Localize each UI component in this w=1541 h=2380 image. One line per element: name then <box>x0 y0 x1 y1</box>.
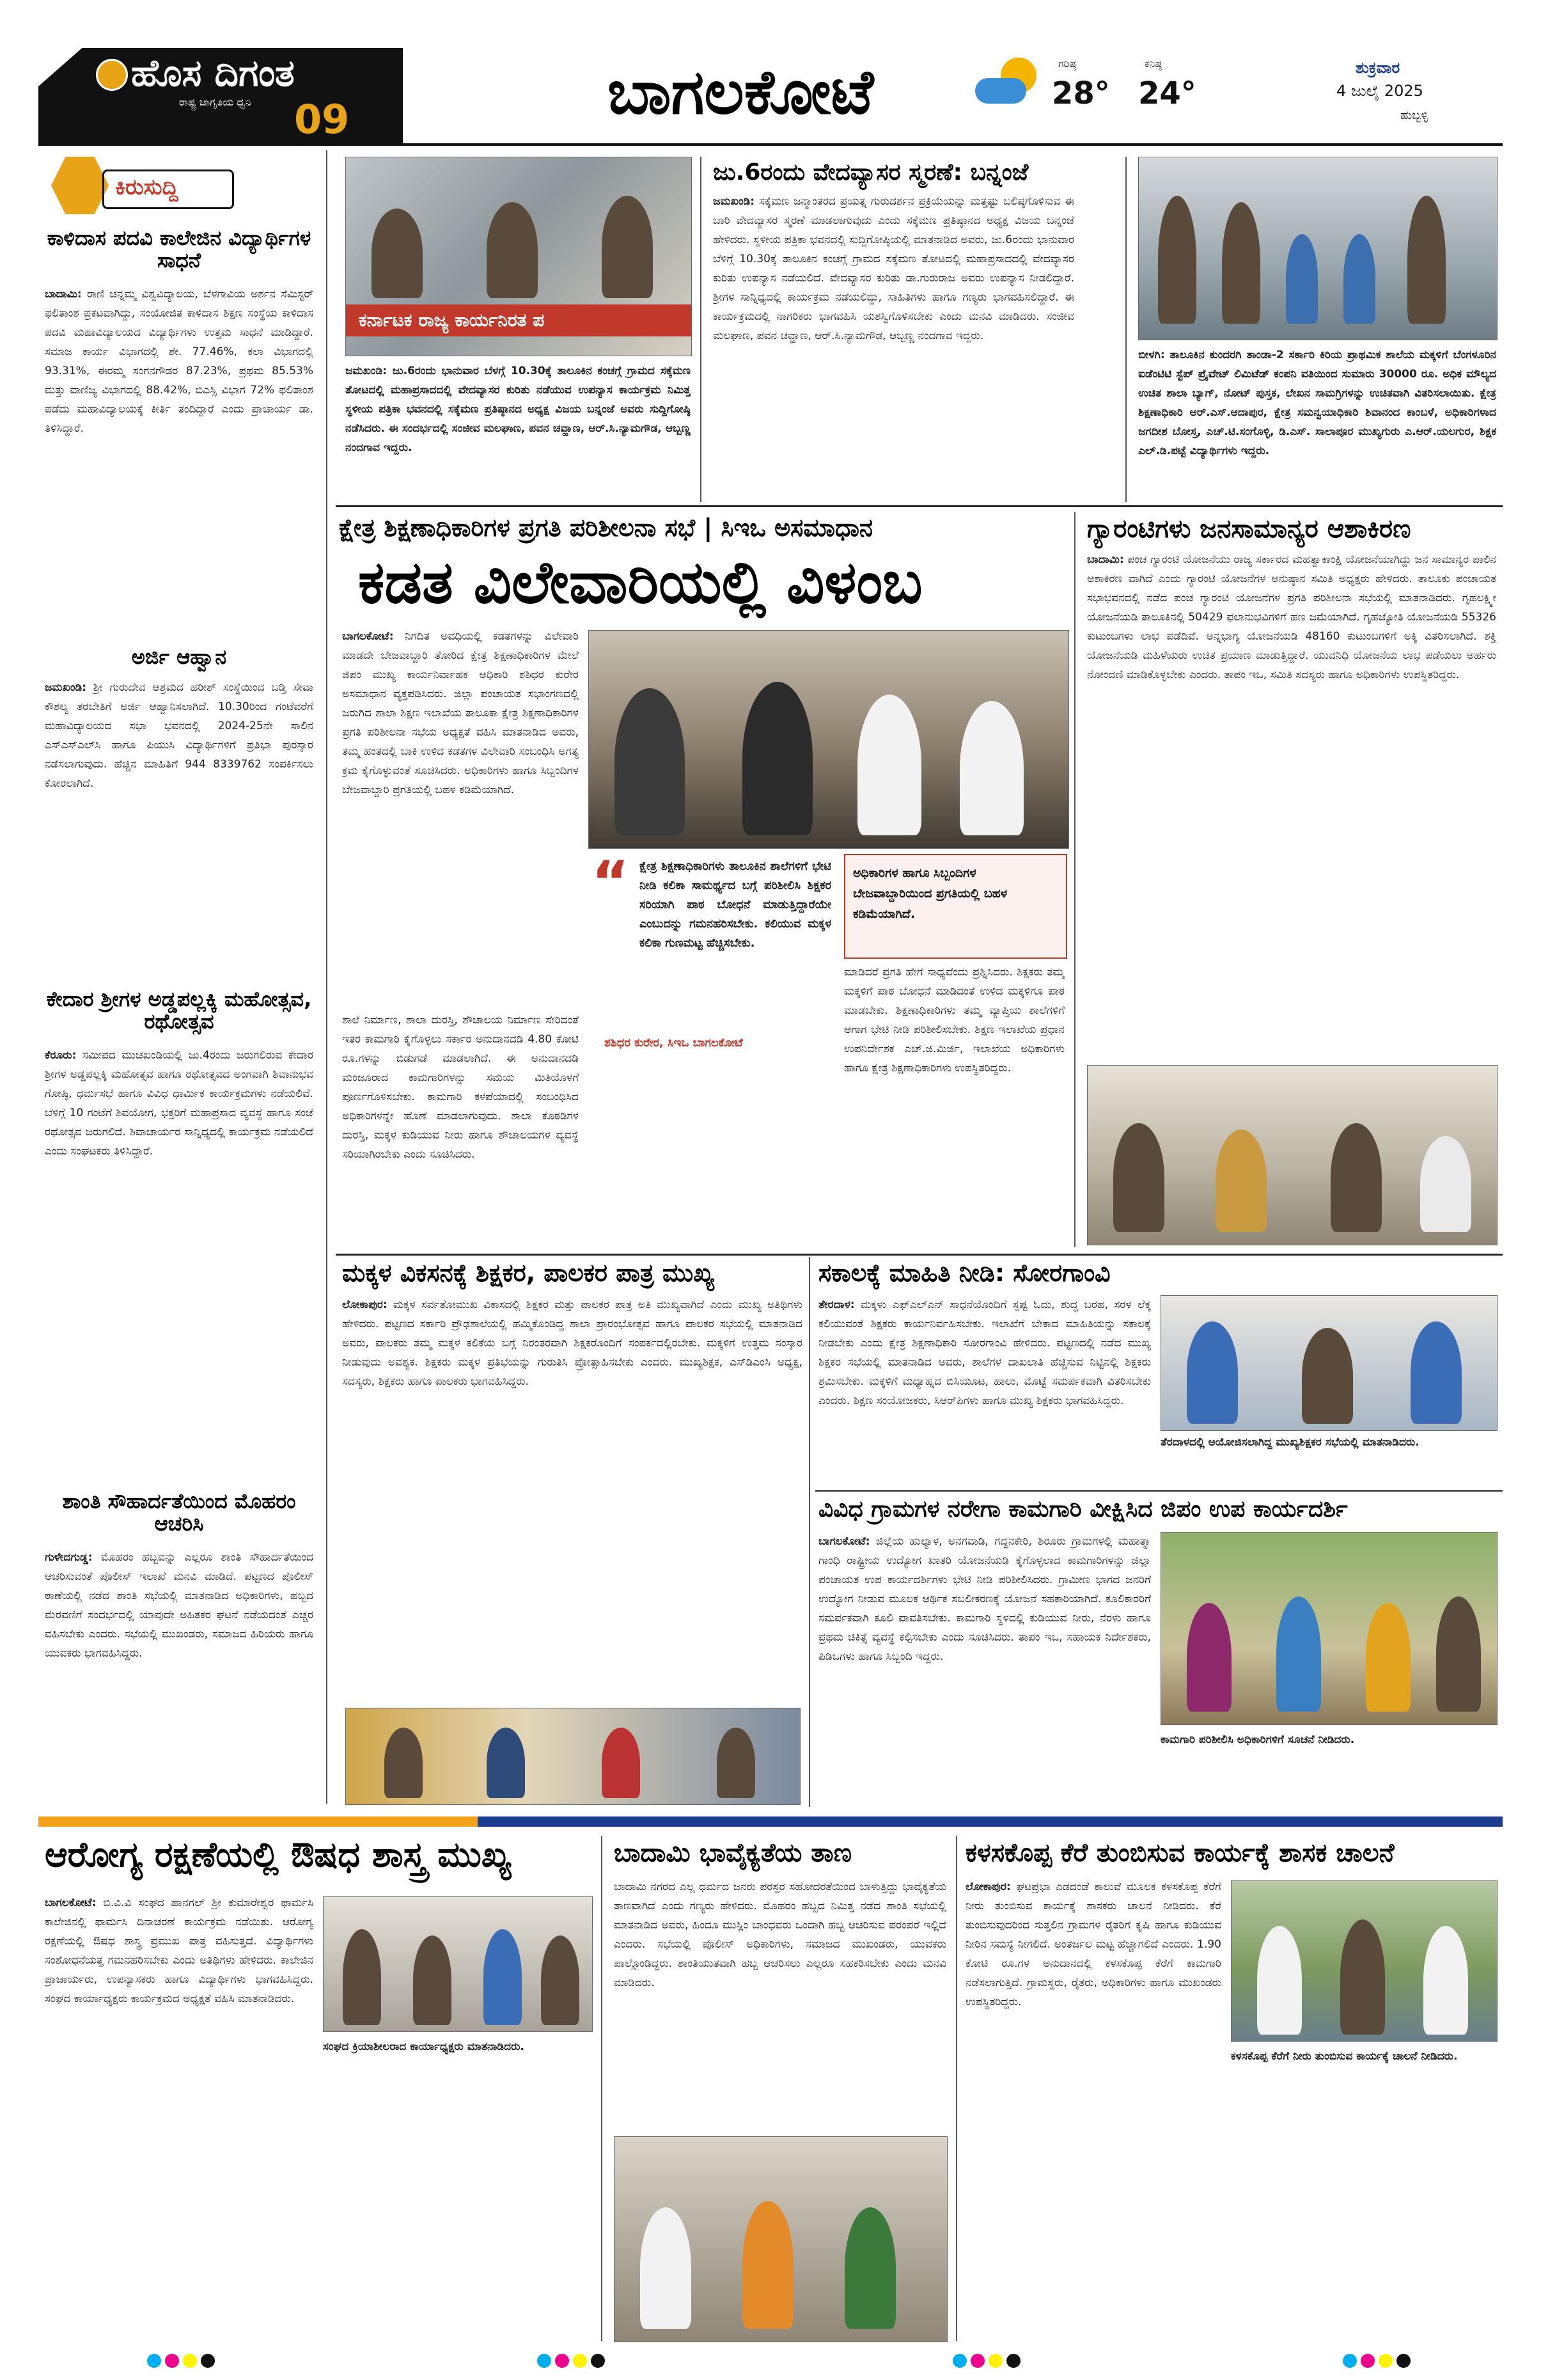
top-story-2-title: ಜು.6ರಂದು ವೇದವ್ಯಾಸರ ಸ್ಮರಣೆ: ಬನ್ನಂಜೆ <box>713 159 1029 185</box>
banner-strip: ಕರ್ನಾಟಕ ರಾಜ್ಯ ಕಾರ್ಯನಿರತ ಪ <box>346 304 692 336</box>
guarantee-text: ಪಂಚ ಗ್ಯಾರಂಟಿ ಯೋಜನೆಯು ರಾಜ್ಯ ಸರ್ಕಾರದ ಮಹತ್ವಾಕಾಂಕ್ಷಿ ಯೋಜನೆಯಾಗಿದ್ದು ಜನ ಸಾಮಾನ್ಯರ ಪಾಲಿನ ಆಶಾಕಿರಣ ವಾಗಿದೆ ಎಂದು ಗ್ಯಾರಂಟಿ ಯೋಜನೆಗಳ ಅನುಷ್ಠಾನ ಸಮಿತಿ ಅಧ್ಯಕ್ಷರು ಹೇಳಿದರು. ತಾಲೂಕು ಪಂಚಾಯತ ಸಭಾಭವನದಲ್ಲಿ ನಡೆದ ಪಂಚ ಗ್ಯಾರಂಟಿ ಯೋಜನೆಗಳ ಪ್ರಗತಿ ಪರಿಶೀಲನಾ ಸಭೆಯಲ್ಲಿ ಮಾತನಾಡಿದರು. ಗೃಹಲಕ್ಷ್ಮೀ ಯೋಜನೆಯಡಿ ತಾಲೂಕಿನಲ್ಲಿ 50429 ಫಲಾನುಭವಿಗಳಿಗೆ ಹಣ ಜಮೆಯಾಗಿದೆ. ಗೃಹಜ್ಯೋತಿ ಯೋಜನೆಯಡಿ 55326 ಕುಟುಂಬಗಳು ಲಾಭ ಪಡೆದಿವೆ. ಅನ್ನಭಾಗ್ಯ ಯೋಜನೆಯಡಿ 48160 ಕುಟುಂಬಗಳಿಗೆ ಅಕ್ಕಿ ವಿತರಿಸಲಾಗಿದೆ. ಶಕ್ತಿ ಯೋಜನೆಯಡಿ ಮಹಿಳೆಯರು ಉಚಿತ ಪ್ರಯಾಣ ಮಾಡುತ್ತಿದ್ದಾರೆ. ಯುವನಿಧಿ ಯೋಜನೆಯ ಲಾಭ ಪಡೆಯಲು ಅರ್ಹರು ನೋಂದಣಿ ಮಾಡಿಕೊಳ್ಳಬೇಕು ಎಂದರು. ತಾಪಂ ಇಒ, ಸಮಿತಿ ಸದಸ್ಯರು ಹಾಗೂ ಅಧಿಕಾರಿಗಳು ಉಪಸ್ಥಿತರಿದ್ದರು. <box>1087 553 1496 681</box>
health-title: ಆರೋಗ್ಯ ರಕ್ಷಣೆಯಲ್ಲಿ ಔಷಧ ಶಾಸ್ತ್ರ ಮುಖ್ಯ <box>45 1834 512 1875</box>
children-place: ಲೋಕಾಪುರ: <box>342 1298 387 1311</box>
nrega-title: ವಿವಿಧ ಗ್ರಾಮಗಳ ನರೇಗಾ ಕಾಮಗಾರಿ ವೀಕ್ಷಿಸಿದ ಜಿಪಂ ಉಪ ಕಾರ್ಯದರ್ಶಿ <box>818 1496 1348 1522</box>
lead-photo <box>588 630 1069 849</box>
lead-col1-text: ನಿಗದಿತ ಅವಧಿಯಲ್ಲಿ ಕಡತಗಳನ್ನು ವಿಲೇವಾರಿ ಮಾಡದೇ ಬೇಜವಾಬ್ದಾರಿ ತೋರಿದ ಕ್ಷೇತ್ರ ಶಿಕ್ಷಣಾಧಿಕಾರಿಗಳ ಮೇಲೆ ಜಿಪಂ ಮುಖ್ಯ ಕಾರ್ಯನಿರ್ವಾಹಕ ಅಧಿಕಾರಿ ಶಶಿಧರ ಕುರೇರ ಅಸಮಾಧಾನ ವ್ಯಕ್ತಪಡಿಸಿದರು. ಜಿಲ್ಲಾ ಪಂಚಾಯತ ಸಭಾಂಗಣದಲ್ಲಿ ಜರುಗಿದ ಶಾಲಾ ಶಿಕ್ಷಣ ಇಲಾಖೆಯ ತಾಲೂಕಾ ಕ್ಷೇತ್ರ ಶಿಕ್ಷಣಾಧಿಕಾರಿಗಳ ಪ್ರಗತಿ ಪರಿಶೀಲನಾ ಸಭೆಯ ಅಧ್ಯಕ್ಷತೆ ವಹಿಸಿ ಮಾತನಾಡಿದ ಅವರು, ತಮ್ಮ ಹಂತದಲ್ಲಿ ಬಾಕಿ ಉಳಿದ ಕಡತಗಳ ವಿಲೇವಾರಿ ಸಂಬಂಧಿಸಿ ಅಗತ್ಯ ಕ್ರಮ ಕೈಗೊಳ್ಳುವಂತೆ ಸೂಚಿಸಿದರು. ಅಧಿಕಾರಿಗಳು ಹಾಗೂ ಸಿಬ್ಬಂದಿಗಳ ಬೇಜವಾಬ್ದಾರಿ ಪ್ರಗತಿಯಲ್ಲಿ ಬಹಳ ಕಡಿಮೆಯಾಗಿದೆ. <box>342 630 579 796</box>
mid-section-rule <box>336 1254 1503 1256</box>
children-title: ಮಕ್ಕಳ ವಿಕಸನಕ್ಕೆ ಶಿಕ್ಷಕರ, ಪಾಲಕರ ಪಾತ್ರ ಮುಖ್ಯ <box>342 1259 715 1287</box>
health-photo <box>323 1896 593 2032</box>
registration-marks <box>0 2354 1541 2373</box>
guarantee-body <box>1087 550 1496 1055</box>
lead-col1 <box>342 627 579 1004</box>
lead-col3: ಮಾಡಿದರೆ ಪ್ರಗತಿ ಹೇಗೆ ಸಾಧ್ಯವೆಂದು ಪ್ರಶ್ನಿಸಿದರು. ಶಿಕ್ಷಕರು ತಮ್ಮ ಮಕ್ಕಳಿಗೆ ಪಾಠ ಬೋಧನೆ ಮಾಡಿದಂತೆ ಉಳಿದ ಮಕ್ಕಳಿಗೂ ಪಾಠ ಮಾಡಬೇಕು. ಶಿಕ್ಷಣಾಧಿಕಾರಿಗಳು ತಮ್ಮ ವ್ಯಾಪ್ತಿಯ ಶಾಲೆಗಳಿಗೆ ಆಗಾಗ ಭೇಟಿ ನೀಡಿ ಪರಿಶೀಲಿಸಬೇಕು. ಶಿಕ್ಷಣ ಇಲಾಖೆಯ ಪ್ರಧಾನ ಉಪನಿರ್ದೇಶಕ ಎಚ್.ಜಿ.ಮಿರ್ಜಿ, ಇಲಾಖೆಯ ಅಧಿಕಾರಿಗಳು ಹಾಗೂ ಕ್ಷೇತ್ರ ಶಿಕ್ಷಣಾಧಿಕಾರಿಗಳು ಉಪಸ್ಥಿತರಿದ್ದರು. <box>844 966 1065 1075</box>
badami-title: ಬಾದಾಮಿ ಭಾವೈಕ್ಯತೆಯ ತಾಣ <box>614 1838 852 1868</box>
mid-rule-1 <box>1074 512 1076 1247</box>
nrega-text: ಜಿಲ್ಲೆಯ ಹುಲ್ಯಾಳ, ಅನಗವಾಡಿ, ಗದ್ದನಕೇರಿ, ಶಿರೂರು ಗ್ರಾಮಗಳಲ್ಲಿ ಮಹಾತ್ಮಾ ಗಾಂಧಿ ರಾಷ್ಟ್ರೀಯ ಉದ್ಯೋಗ ಖಾತರಿ ಯೋಜನೆಯಡಿ ಕೈಗೊಳ್ಳಲಾದ ಕಾಮಗಾರಿಗಳನ್ನು ಜಿಲ್ಲಾ ಪಂಚಾಯತ ಉಪ ಕಾರ್ಯದರ್ಶಿಗಳು ಭೇಟಿ ನೀಡಿ ಪರಿಶೀಲಿಸಿದರು. ಗ್ರಾಮೀಣ ಭಾಗದ ಜನರಿಗೆ ಉದ್ಯೋಗ ನೀಡುವ ಮೂಲಕ ಆರ್ಥಿಕ ಸಬಲೀಕರಣಕ್ಕೆ ಯೋಜನೆ ಸಹಕಾರಿಯಾಗಿದೆ. ಕೂಲಿಕಾರರಿಗೆ ಸಮರ್ಪಕವಾಗಿ ಕೂಲಿ ಪಾವತಿಸಬೇಕು. ಕಾಮಗಾರಿ ಸ್ಥಳದಲ್ಲಿ ಕುಡಿಯುವ ನೀರು, ನೆರಳು ಹಾಗೂ ಪ್ರಥಮ ಚಿಕಿತ್ಸೆ ವ್ಯವಸ್ಥೆ ಕಲ್ಪಿಸಬೇಕು ಎಂದು ಸೂಚಿಸಿದರು. ತಾಪಂ ಇಒ, ಸಹಾಯಕ ನಿರ್ದೇಶಕರು, ಪಿಡಿಒಗಳು ಹಾಗೂ ಸಿಬ್ಬಂದಿ ಇದ್ದರು. <box>818 1535 1151 1663</box>
lake-title: ಕಳಸಕೊಪ್ಪ ಕೆರೆ ತುಂಬಿಸುವ ಕಾರ್ಯಕ್ಕೆ ಶಾಸಕ ಚಾಲನೆ <box>966 1838 1395 1868</box>
brief-2-place: ಜಮಖಂಡಿ: <box>45 681 87 694</box>
quote-mark-icon: “ <box>591 849 630 916</box>
min-temp-label: ಕನಿಷ್ಠ <box>1145 58 1162 70</box>
brief-2-text: ಶ್ರೀ ಗುರುದೇವ ಆಶ್ರಮದ ಹರೀಶ್ ಸಂಸ್ಥೆಯಿಂದ ಬಡ್ತಿ ಸೇವಾ ಕೌಶಲ್ಯ ತರಬೇತಿಗೆ ಅರ್ಜಿ ಆಹ್ವಾನಿಸಲಾಗಿದೆ. 10.30ರಿಂದ ಗಂಟೆವರೆಗೆ ಮಹಾವಿದ್ಯಾಲಯದ ಸಭಾ ಭವನದಲ್ಲಿ 2024-25ನೇ ಸಾಲಿನ ಎಸ್ಎಸ್ಎಲ್‌ಸಿ ಹಾಗೂ ಪಿಯುಸಿ ವಿದ್ಯಾರ್ಥಿಗಳಿಗೆ ಪ್ರತಿಭಾ ಪುರಸ್ಕಾರ ನಡೆಸಲಾಗುವುದು. ಹೆಚ್ಚಿನ ಮಾಹಿತಿಗೆ 944 8339762 ಸಂಪರ್ಕಿಸಲು ಕೋರಲಾಗಿದೆ. <box>45 681 313 790</box>
brief-3-body <box>45 1046 313 1487</box>
health-caption: ಸಂಘದ ಕ್ರಿಯಾಶೀಲರಾದ ಕಾರ್ಯಾಧ್ಯಕ್ಷರು ಮಾತನಾಡಿದರು. <box>323 2040 524 2053</box>
brief-1-title: ಕಾಳಿದಾಸ ಪದವಿ ಕಾಲೇಜಿನ ವಿದ್ಯಾರ್ಥಿಗಳ ಸಾಧನೆ <box>47 226 311 273</box>
info-photo <box>1161 1295 1498 1431</box>
lead-quote: ಕ್ಷೇತ್ರ ಶಿಕ್ಷಣಾಧಿಕಾರಿಗಳು ತಾಲೂಕಿನ ಶಾಲೆಗಳಿಗೆ ಭೇಟಿ ನೀಡಿ ಕಲಿಕಾ ಸಾಮರ್ಥ್ಯದ ಬಗ್ಗೆ ಪರಿಶೀಲಿಸಿ ಶಿಕ್ಷಕರ ಸರಿಯಾಗಿ ಪಾಠ ಬೋಧನೆ ಮಾಡುತ್ತಿದ್ದಾರೆಯೇ ಎಂಬುದನ್ನು ಗಮನಹರಿಸಬೇಕು. ಕಲಿಯುವ ಮಕ್ಕಳ ಕಲಿಕಾ ಗುಣಮಟ್ಟ ಹೆಚ್ಚಿಸಬೇಕು. <box>639 860 831 950</box>
weather-icon <box>975 58 1039 109</box>
children-photo <box>345 1708 801 1805</box>
guarantee-photo <box>1087 1065 1498 1245</box>
lake-place: ಲೋಕಾಪುರ: <box>966 1880 1011 1893</box>
top-story-1-photo <box>345 157 692 356</box>
brief-1-body <box>45 285 313 643</box>
brief-4-body <box>45 1548 313 1797</box>
lake-photo <box>1231 1880 1498 2042</box>
section-title: ಬಾಗಲಕೋಟೆ <box>607 56 874 128</box>
children-body <box>342 1295 802 1698</box>
nrega-rule <box>815 1490 1503 1492</box>
lead-quote-by: ಶಶಿಧರ ಕುರೇರ, ಸಿಇಒ ಬಾಗಲಕೋಟೆ <box>604 1036 743 1050</box>
top-rule-2 <box>1125 157 1127 502</box>
health-body <box>45 1893 313 2335</box>
top-story-2-place: ಜಮಖಂಡಿ: <box>713 195 755 208</box>
paper-name: ಹೊಸ ದಿಗಂತ <box>131 51 295 95</box>
info-title: ಸಕಾಲಕ್ಕೆ ಮಾಹಿತಿ ನೀಡಿ: ಸೋರಗಾಂವಿ <box>818 1259 1111 1287</box>
brief-4-place: ಗುಳೇದಗುಡ್ಡ: <box>45 1551 93 1564</box>
badami-photo <box>614 2136 948 2342</box>
brief-3-title: ಕೇದಾರ ಶ್ರೀಗಳ ಅಡ್ಡಪಲ್ಲಕ್ಕಿ ಮಹೋತ್ಸವ, ರಥೋತ್ಸವ <box>46 987 312 1034</box>
info-place: ತೇರದಾಳ: <box>818 1298 855 1311</box>
nrega-photo <box>1161 1532 1498 1725</box>
brief-2-title: ಅರ್ಜಿ ಆಹ್ವಾನ <box>131 645 227 669</box>
left-column-rule <box>326 150 327 1804</box>
brief-1-place: ಬಾದಾಮಿ: <box>45 288 82 301</box>
bottom-section-strip <box>38 1817 1503 1827</box>
lead-title: ಕಡತ ವಿಲೇವಾರಿಯಲ್ಲಿ ವಿಳಂಬ <box>358 548 923 617</box>
lake-caption: ಕಳಸಕೊಪ್ಪ ಕೆರೆಗೆ ನೀರು ತುಂಬಿಸುವ ಕಾರ್ಯಕ್ಕೆ ಚಾಲನೆ ನೀಡಿದರು. <box>1231 2050 1458 2063</box>
brief-3-place: ಕೆರೂರು: <box>45 1049 77 1062</box>
top-story-3-photo <box>1138 157 1498 340</box>
top-story-3-caption: ಬೀಳಗಿ: ತಾಲೂಕಿನ ಕುಂದರಗಿ ತಾಂಡಾ-2 ಸರ್ಕಾರಿ ಕಿರಿಯ ಪ್ರಾಥಮಿಕ ಶಾಲೆಯ ಮಕ್ಕಳಿಗೆ ಬೆಂಗಳೂರಿನ ಐಡೆಂಟಿಟಿ ಸ್ಟೆಪ್ ಪ್ರೈವೇಟ್ ಲಿಮಿಟೆಡ್ ಕಂಪನಿ ವತಿಯಿಂದ ಸುಮಾರು 30000 ರೂ. ಅಧಿಕ ಮೌಲ್ಯದ ಉಚಿತ ಶಾಲಾ ಬ್ಯಾಗ್, ನೋಟ್ ಪುಸ್ತಕ, ಲೇಖನ ಸಾಮಗ್ರಿಗಳನ್ನು ಉಚಿತವಾಗಿ ವಿತರಿಸಲಾಯಿತು. ಕ್ಷೇತ್ರ ಶಿಕ್ಷಣಾಧಿಕಾರಿ ಆರ್.ಎಸ್.ಆದಾಪುರ, ಕ್ಷೇತ್ರ ಸಮನ್ವಯಾಧಿಕಾರಿ ಶಿವಾನಂದ ಕಾಂಬಳೆ, ಅಧಿಕಾರಿಗಳಾದ ಜಗದೀಶ ಬೋಸ್ತ, ಎಚ್.ಟಿ.ಸಂಗೊಳ್ಳಿ, ಡಿ.ಎಸ್. ಸಾಲಾಪೂರ ಮುಖ್ಯಗುರು ಎ.ಆರ್.ಯಲಗುರ, ಶಿಕ್ಷಕ ಎಲ್.ಡಿ.ಪಟ್ಟೆ ವಿದ್ಯಾರ್ಥಿಗಳು ಇದ್ದರು. <box>1138 349 1496 457</box>
lake-body <box>966 1877 1221 2338</box>
top-rule-1 <box>700 157 701 502</box>
lead-kicker: ಕ್ಷೇತ್ರ ಶಿಕ್ಷಣಾಧಿಕಾರಿಗಳ ಪ್ರಗತಿ ಪರಿಶೀಲನಾ ಸಭೆ | ಸಿಇಒ ಅಸಮಾಧಾನ <box>339 514 873 542</box>
info-caption: ತೆರದಾಳದಲ್ಲಿ ಅಯೋಜಿಸಲಾಗಿದ್ದ ಮುಖ್ಯಶಿಕ್ಷಕರ ಸಭೆಯಲ್ಲಿ ಮಾತನಾಡಿದರು. <box>1161 1436 1420 1449</box>
top-story-2-body <box>713 192 1074 499</box>
lead-quote-box <box>591 849 834 1059</box>
nrega-caption: ಕಾಮಗಾರಿ ಪರಿಶೀಲಿಸಿ ಅಧಿಕಾರಿಗಳಿಗೆ ಸೂಚನೆ ನೀಡಿದರು. <box>1161 1733 1355 1746</box>
masthead <box>0 0 1541 147</box>
lead-highlight-box <box>844 854 1067 959</box>
top-section-rule <box>336 505 1503 507</box>
info-text: ಮಕ್ಕಳು ಎಫ್ಎಲ್ಎನ್ ಸಾಧನೆಯೊಂದಿಗೆ ಸ್ಪಷ್ಟ ಓದು, ಶುದ್ಧ ಬರಹ, ಸರಳ ಲೆಕ್ಕ ಕಲಿಯುವಂತೆ ಶಿಕ್ಷಕರು ಕಾರ್ಯನಿರ್ವಹಿಸಬೇಕು. ಇಲಾಖೆಗೆ ಬೇಕಾದ ಮಾಹಿತಿಯನ್ನು ಸಕಾಲಕ್ಕೆ ನೀಡಬೇಕು ಎಂದು ಕ್ಷೇತ್ರ ಶಿಕ್ಷಣಾಧಿಕಾರಿ ಸೋರಗಾಂವಿ ಹೇಳಿದರು. ಪಟ್ಟಣದಲ್ಲಿ ನಡೆದ ಮುಖ್ಯ ಶಿಕ್ಷಕರ ಸಭೆಯಲ್ಲಿ ಮಾತನಾಡಿದ ಅವರು, ಶಾಲೆಗಳ ದಾಖಲಾತಿ ಹೆಚ್ಚಿಸುವ ನಿಟ್ಟಿನಲ್ಲಿ ಶಿಕ್ಷಕರು ಶ್ರಮಿಸಬೇಕು. ಮಕ್ಕಳಿಗೆ ಮಧ್ಯಾಹ್ನದ ಬಿಸಿಯೂಟ, ಹಾಲು, ಮೊಟ್ಟೆ ಸಮರ್ಪಕವಾಗಿ ವಿತರಿಸಬೇಕು ಎಂದರು. ಶಿಕ್ಷಣ ಸಂಯೋಜಕರು, ಸಿಆರ್‌ಪಿಗಳು ಹಾಗೂ ಮುಖ್ಯ ಶಿಕ್ಷಕರು ಭಾಗವಹಿಸಿದ್ದರು. <box>818 1298 1151 1407</box>
children-text: ಮಕ್ಕಳ ಸರ್ವತೋಮುಖ ವಿಕಾಸದಲ್ಲಿ ಶಿಕ್ಷಕರ ಮತ್ತು ಪಾಲಕರ ಪಾತ್ರ ಅತಿ ಮುಖ್ಯವಾಗಿದೆ ಎಂದು ಮುಖ್ಯ ಅತಿಥಿಗಳು ಹೇಳಿದರು. ಪಟ್ಟಣದ ಸರ್ಕಾರಿ ಪ್ರೌಢಶಾಲೆಯಲ್ಲಿ ಹಮ್ಮಿಕೊಂಡಿದ್ದ ಶಾಲಾ ಪ್ರಾರಂಭೋತ್ಸವ ಹಾಗೂ ಪಾಲಕರ ಸಭೆಯಲ್ಲಿ ಮಾತನಾಡಿದ ಅವರು, ಪಾಲಕರು ತಮ್ಮ ಮಕ್ಕಳ ಕಲಿಕೆಯ ಬಗ್ಗೆ ನಿರಂತರವಾಗಿ ಶಿಕ್ಷಕರೊಂದಿಗೆ ಸಂಪರ್ಕದಲ್ಲಿರಬೇಕು. ಮಕ್ಕಳಿಗೆ ಉತ್ತಮ ಸಂಸ್ಕಾರ ನೀಡುವುದು ಅವಶ್ಯಕ. ಶಿಕ್ಷಕರು ಮಕ್ಕಳ ಪ್ರತಿಭೆಯನ್ನು ಗುರುತಿಸಿ ಪ್ರೋತ್ಸಾಹಿಸಬೇಕು ಎಂದರು. ಮುಖ್ಯಶಿಕ್ಷಕ, ಎಸ್‌ಡಿಎಂಸಿ ಅಧ್ಯಕ್ಷ, ಸದಸ್ಯರು, ಶಿಕ್ಷಕರು ಹಾಗೂ ಪಾಲಕರು ಭಾಗವಹಿಸಿದ್ದರು. <box>342 1298 802 1388</box>
masthead-rule <box>38 143 1503 146</box>
issue-date: 4 ಜುಲೈ 2025 <box>1336 82 1423 100</box>
edition-name: ಹುಬ್ಬಳ್ಳಿ <box>1400 109 1428 122</box>
lead-place: ಬಾಗಲಕೋಟೆ: <box>342 630 394 643</box>
top-story-1-caption: ಜಮಖಂಡಿ: ಜು.6ರಂದು ಭಾನುವಾರ ಬೆಳಗ್ಗೆ 10.30ಕ್ಕೆ ತಾಲೂಕಿನ ಕಂಚಗ್ಗೆ ಗ್ರಾಮದ ಸಕ್ಕೆಮಣ ತೋಟದಲ್ಲಿ ಮಹಾಪ್ರಸಾದದಲ್ಲಿ ವೇದವ್ಯಾಸರ ಕುರಿತು ನಡೆಯುವ ಉಪನ್ಯಾಸ ಕಾರ್ಯಕ್ರಮ ನಿಮಿತ್ತ ಸ್ಥಳೀಯ ಪತ್ರಿಕಾ ಭವನದಲ್ಲಿ ಸಕ್ಕೆಮಣ ಪ್ರತಿಷ್ಠಾನದ ಅಧ್ಯಕ್ಷ ವಿಜಯ ಬನ್ನಂಜೆ ಅವರು ಸುದ್ದಿಗೋಷ್ಠಿ ನಡೆಸಿದರು. ಈ ಸಂದರ್ಭದಲ್ಲಿ ಸಂಜೀವ ಮಲಘಾಣ, ಪವನ ಚವ್ಹಾಣ, ಆರ್.ಸಿ.ನ್ಯಾಮಗೌಡ, ಆಬ್ಬಣ್ಣ ನಂದಗಾವ ಇದ್ದರು. <box>345 365 691 454</box>
health-place: ಬಾಗಲಕೋಟೆ: <box>45 1896 97 1909</box>
lead-col2: ಶಾಲೆ ನಿರ್ಮಾಣ, ಶಾಲಾ ದುರಸ್ತಿ, ಶೌಚಾಲಯ ನಿರ್ಮಾಣ ಸೇರಿದಂತೆ ಇತರ ಕಾಮಗಾರಿ ಕೈಗೊಳ್ಳಲು ಸರ್ಕಾರ ಅನುದಾನದಡಿ 4.80 ಕೋಟಿ ರೂ.ಗಳನ್ನು ಬಿಡುಗಡೆ ಮಾಡಲಾಗಿದೆ. ಈ ಅನುದಾನದಡಿ ಮಂಜೂರಾದ ಕಾಮಗಾರಿಗಳನ್ನು ಸಮಯ ಮಿತಿಯೊಳಗೆ ಪೂರ್ಣಗೊಳಿಸಬೇಕು. ಕಾಮಗಾರಿ ಕಳಪೆಯಾದಲ್ಲಿ ಸಂಬಂಧಿಸಿದ ಅಧಿಕಾರಿಗಳನ್ನೇ ಹೊಣೆ ಮಾಡಲಾಗುವುದು. ಶಾಲಾ ಕೊಠಡಿಗಳ ದುರಸ್ತಿ, ಮಕ್ಕಳ ಕುಡಿಯುವ ನೀರು ಹಾಗೂ ಶೌಚಾಲಯಗಳ ವ್ಯವಸ್ಥೆ ಸರಿಯಾಗಿರಬೇಕು ಎಂದು ಸೂಚಿಸಿದರು. <box>342 1014 579 1161</box>
top-story-2-text: ಸಕ್ಕೆಮಣ ಜನ್ಮಾಂತರದ ಪ್ರಯತ್ನ ಗುರುದರ್ಶನ ಪ್ರಕ್ರಿಯೆಯನ್ನು ಮತ್ತಷ್ಟು ಬಲಿಷ್ಠಗೊಳಿಸುವ ಈ ಬಾರಿ ವೇದವ್ಯಾಸರ ಸ್ಮರಣೆ ಮಾಡಲಾಗುವುದು ಎಂದು ಸಕ್ಕೆಮಣ ಪ್ರತಿಷ್ಠಾನದ ಅಧ್ಯಕ್ಷ ವಿಜಯ ಬನ್ನಂಜೆ ಹೇಳಿದರು. ಸ್ಥಳೀಯ ಪತ್ರಿಕಾ ಭವನದಲ್ಲಿ ಸುದ್ದಿಗೋಷ್ಠಿಯಲ್ಲಿ ಮಾತನಾಡಿದ ಅವರು, ಜು.6ರಂದು ಭಾನುವಾರ ಬೆಳಿಗ್ಗೆ 10.30ಕ್ಕೆ ತಾಲೂಕಿನ ಕಂಚಗ್ಗೆ ಗ್ರಾಮದ ಸಕ್ಕೆಮಣ ತೋಟದಲ್ಲಿ ಮಹಾಪ್ರಸಾದದಲ್ಲಿ ವೇದವ್ಯಾಸರ ಕುರಿತು ಉಪನ್ಯಾಸ ನಡೆಯಲಿದೆ. ವೇದವ್ಯಾಸರ ಕುರಿತು ಡಾ.ಗುರುರಾಜ ಅವರು ಉಪನ್ಯಾಸ ನೀಡಲಿದ್ದಾರೆ. ಶ್ರೀಗಳ ಸಾನ್ನಿಧ್ಯದಲ್ಲಿ ಕಾರ್ಯಕ್ರಮ ನಡೆಯಲಿದ್ದು, ಸಾಹಿತಿಗಳು ಹಾಗೂ ಗಣ್ಯರು ಭಾಗವಹಿಸಲಿದ್ದಾರೆ. ಈ ಕಾರ್ಯಕ್ರಮದಲ್ಲಿ ನಾಗರಿಕರು ಭಾಗವಹಿಸಿ ಯಶಸ್ವಿಗೊಳಿಸಬೇಕು ಎಂದು ಮನವಿ ಮಾಡಿದರು. ಸಂಜೀವ ಮಲಘಾಣ, ಪವನ ಚವ್ಹಾಣ, ಆರ್.ಸಿ.ನ್ಯಾಮಗೌಡ, ಆಬ್ಬಣ್ಣ ನಂದಗಾವ ಇದ್ದರು. <box>713 195 1074 342</box>
brief-1-text: ರಾಣಿ ಚನ್ನಮ್ಮ ವಿಶ್ವವಿದ್ಯಾಲಯ, ಬೆಳಗಾವಿಯ ಅರ್ಶನ ಸೆಮಿಸ್ಟರ್ ಫಲಿತಾಂಶ ಪ್ರಕಟವಾಗಿದ್ದು, ಸಂಯೋಜಿತ ಕಾಳಿದಾಸ ಶಿಕ್ಷಣ ಸಂಸ್ಥೆಯ ಕಾಳಿದಾಸ ಪದವಿ ಮಹಾವಿದ್ಯಾಲಯದ ವಿದ್ಯಾರ್ಥಿಗಳು ಉತ್ತಮ ಸಾಧನೆ ಮಾಡಿದ್ದಾರೆ. ಸಮಾಜ ಕಾರ್ಯ ವಿಭಾಗದಲ್ಲಿ ಶೇ. 77.46%, ಕಲಾ ವಿಭಾಗದಲ್ಲಿ 93.31%, ಈರಮ್ಮ ಸಂಗನಗೌಡರ 87.23%, ಪ್ರಥಮ 85.53% ಮತ್ತು ವಾಣಿಜ್ಯ ವಿಭಾಗದಲ್ಲಿ 88.42%, ಬಿಎಸ್ಸಿ ವಿಭಾಗ 72% ಫಲಿತಾಂಶ ಪಡೆದು ಮಹಾವಿದ್ಯಾಲಯಕ್ಕೆ ಕೀರ್ತಿ ತಂದಿದ್ದಾರೆ ಎಂದು ಪ್ರಾಚಾರ್ಯ ಡಾ. ತಿಳಿಸಿದ್ದಾರೆ. <box>45 288 313 435</box>
kirusuddi-label: ಕಿರುಸುದ್ದಿ <box>115 175 178 200</box>
bottom-rule-2 <box>956 1836 957 2341</box>
lake-text: ಘಟಪ್ರಭಾ ಎಡದಂಡೆ ಕಾಲುವೆ ಮೂಲಕ ಕಳಸಕೊಪ್ಪ ಕೆರೆಗೆ ನೀರು ತುಂಬಿಸುವ ಕಾರ್ಯಕ್ಕೆ ಶಾಸಕರು ಚಾಲನೆ ನೀಡಿದರು. ಕೆರೆ ತುಂಬಿಸುವುದರಿಂದ ಸುತ್ತಲಿನ ಗ್ರಾಮಗಳ ರೈತರಿಗೆ ಕೃಷಿ ಹಾಗೂ ಕುಡಿಯುವ ನೀರಿನ ಸಮಸ್ಯೆ ನೀಗಲಿದೆ. ಅಂತರ್ಜಲ ಮಟ್ಟ ಹೆಚ್ಚಾಗಲಿದೆ ಎಂದರು. 1.90 ಕೋಟಿ ರೂ.ಗಳ ಅನುದಾನದಲ್ಲಿ ಕಳಸಕೊಪ್ಪ ಕೆರೆಗೆ ಕಾಮಗಾರಿ ನಡೆಸಲಾಗುತ್ತಿದೆ. ಗ್ರಾಮಸ್ಥರು, ರೈತರು, ಅಧಿಕಾರಿಗಳು ಹಾಗೂ ಮುಖಂಡರು ಉಪಸ್ಥಿತರಿದ್ದರು. <box>966 1880 1221 2008</box>
badami-body: ಬಾದಾಮಿ ನಗರದ ಎಲ್ಲ ಧರ್ಮದ ಜನರು ಪರಸ್ಪರ ಸಹೋದರತೆಯಿಂದ ಬಾಳುತ್ತಿದ್ದು ಭಾವೈಕ್ಯತೆಯ ತಾಣವಾಗಿದೆ ಎಂದು ಗಣ್ಯರು ಹೇಳಿದರು. ಮೊಹರಂ ಹಬ್ಬದ ನಿಮಿತ್ತ ನಡೆದ ಶಾಂತಿ ಸಭೆಯಲ್ಲಿ ಮಾತನಾಡಿದ ಅವರು, ಹಿಂದೂ ಮುಸ್ಲಿಂ ಬಾಂಧವರು ಒಂದಾಗಿ ಹಬ್ಬ ಆಚರಿಸುವ ಪರಂಪರೆ ಇಲ್ಲಿದೆ ಎಂದರು. ಸಭೆಯಲ್ಲಿ ಪೊಲೀಸ್ ಅಧಿಕಾರಿಗಳು, ಸಮಾಜದ ಮುಖಂಡರು, ಯುವಕರು ಪಾಲ್ಗೊಂಡಿದ್ದರು. ಶಾಂತಿಯುತವಾಗಿ ಹಬ್ಬ ಆಚರಿಸಲು ಎಲ್ಲರೂ ಸಹಕರಿಸಬೇಕು ಎಂದು ಮನವಿ ಮಾಡಿದರು. <box>614 1880 946 1989</box>
guarantee-place: ಬಾದಾಮಿ: <box>1087 553 1124 566</box>
logo-emblem-icon <box>96 59 128 91</box>
brief-2-body <box>45 678 313 985</box>
brief-4-title: ಶಾಂತಿ ಸೌಹಾರ್ದತೆಯಿಂದ ಮೊಹರಂ ಆಚರಿಸಿ <box>62 1489 296 1536</box>
lead-highlight: ಅಧಿಕಾರಿಗಳ ಹಾಗೂ ಸಿಬ್ಬಂದಿಗಳ ಬೇಜವಾಬ್ದಾರಿಯಿಂದ ಪ್ರಗತಿಯಲ್ಲಿ ಬಹಳ ಕಡಿಮೆಯಾಗಿದೆ. <box>853 866 1008 921</box>
min-temp: 24° <box>1138 75 1196 111</box>
nrega-place: ಬಾಗಲಕೋಟೆ: <box>818 1535 870 1548</box>
kirusuddi-badge <box>51 157 109 214</box>
mid-rule-2 <box>809 1257 810 1807</box>
brief-3-text: ಸಮೀಪದ ಮುಚಖಂಡಿಯಲ್ಲಿ ಜು.4ರಂದು ಜರುಗಲಿರುವ ಕೇದಾರ ಶ್ರೀಗಳ ಅಡ್ಡಪಲ್ಲಕ್ಕಿ ಮಹೋತ್ಸವ ಹಾಗೂ ರಥೋತ್ಸವದ ಅಂಗವಾಗಿ ಶಿವಾನುಭವ ಗೋಷ್ಠಿ, ಧರ್ಮಸಭೆ ಹಾಗೂ ವಿವಿಧ ಧಾರ್ಮಿಕ ಕಾರ್ಯಕ್ರಮಗಳು ನಡೆಯಲಿವೆ. ಬೆಳಿಗ್ಗೆ 10 ಗಂಟೆಗೆ ಶಿವಯೋಗ, ಭಕ್ತರಿಗೆ ಮಹಾಪ್ರಸಾದ ವ್ಯವಸ್ಥೆ ಹಾಗೂ ಸಂಜೆ ರಥೋತ್ಸವ ಜರುಗಲಿದೆ. ಶಿವಾಚಾರ್ಯರ ಸಾನ್ನಿಧ್ಯದಲ್ಲಿ ಕಾರ್ಯಕ್ರಮ ನಡೆಯಲಿದೆ ಎಂದು ಸಂಘಟಕರು ತಿಳಿಸಿದ್ದಾರೆ. <box>45 1049 313 1158</box>
issue-day: ಶುಕ್ರವಾರ <box>1356 59 1400 77</box>
paper-tagline: ರಾಷ್ಟ್ರ ಜಾಗೃತಿಯ ಧ್ವನಿ <box>179 96 251 108</box>
info-body <box>818 1295 1151 1481</box>
guarantee-title: ಗ್ಯಾರಂಟಿಗಳು ಜನಸಾಮಾನ್ಯರ ಆಶಾಕಿರಣ <box>1087 514 1411 544</box>
brief-4-text: ಮೊಹರಂ ಹಬ್ಬವನ್ನು ಎಲ್ಲರೂ ಶಾಂತಿ ಸೌಹಾರ್ದತೆಯಿಂದ ಆಚರಿಸುವಂತೆ ಪೊಲೀಸ್ ಇಲಾಖೆ ಮನವಿ ಮಾಡಿದೆ. ಪಟ್ಟಣದ ಪೊಲೀಸ್ ಠಾಣೆಯಲ್ಲಿ ನಡೆದ ಶಾಂತಿ ಸಭೆಯಲ್ಲಿ ಮಾತನಾಡಿದ ಅಧಿಕಾರಿಗಳು, ಹಬ್ಬದ ಮೆರವಣಿಗೆ ಸಂದರ್ಭದಲ್ಲಿ ಯಾವುದೇ ಅಹಿತಕರ ಘಟನೆ ನಡೆಯದಂತೆ ಎಚ್ಚರ ವಹಿಸಬೇಕು ಎಂದರು. ಸಭೆಯಲ್ಲಿ ಮುಖಂಡರು, ಸಮಾಜದ ಹಿರಿಯರು ಹಾಗೂ ಯುವಕರು ಭಾಗವಹಿಸಿದ್ದರು. <box>45 1551 313 1660</box>
health-text: ಬಿ.ವಿ.ವಿ ಸಂಘದ ಹಾನಗಲ್ ಶ್ರೀ ಕುಮಾರೇಶ್ವರ ಫಾರ್ಮಸಿ ಕಾಲೇಜಿನಲ್ಲಿ ಫಾರ್ಮಸಿ ದಿನಾಚರಣೆ ಕಾರ್ಯಕ್ರಮ ನಡೆಯಿತು. ಆರೋಗ್ಯ ರಕ್ಷಣೆಯಲ್ಲಿ ಔಷಧ ಶಾಸ್ತ್ರ ಪ್ರಮುಖ ಪಾತ್ರ ವಹಿಸುತ್ತದೆ. ವಿದ್ಯಾರ್ಥಿಗಳು ಸಂಶೋಧನೆಯತ್ತ ಗಮನಹರಿಸಬೇಕು ಎಂದು ಅತಿಥಿಗಳು ಹೇಳಿದರು. ಕಾಲೇಜಿನ ಪ್ರಾಚಾರ್ಯರು, ಉಪನ್ಯಾಸಕರು ಹಾಗೂ ವಿದ್ಯಾರ್ಥಿಗಳು ಭಾಗವಹಿಸಿದ್ದರು. ಸಂಘದ ಕಾರ್ಯಾಧ್ಯಕ್ಷರು ಕಾರ್ಯಕ್ರಮದ ಅಧ್ಯಕ್ಷತೆ ವಹಿಸಿ ಮಾತನಾಡಿದರು. <box>45 1896 313 2005</box>
bottom-rule-1 <box>601 1836 602 2341</box>
nrega-body <box>818 1532 1151 1804</box>
kirusuddi-column <box>38 150 320 1804</box>
page-number: 09 <box>294 96 350 143</box>
max-temp: 28° <box>1052 75 1110 111</box>
max-temp-label: ಗರಿಷ್ಠ <box>1058 58 1076 70</box>
